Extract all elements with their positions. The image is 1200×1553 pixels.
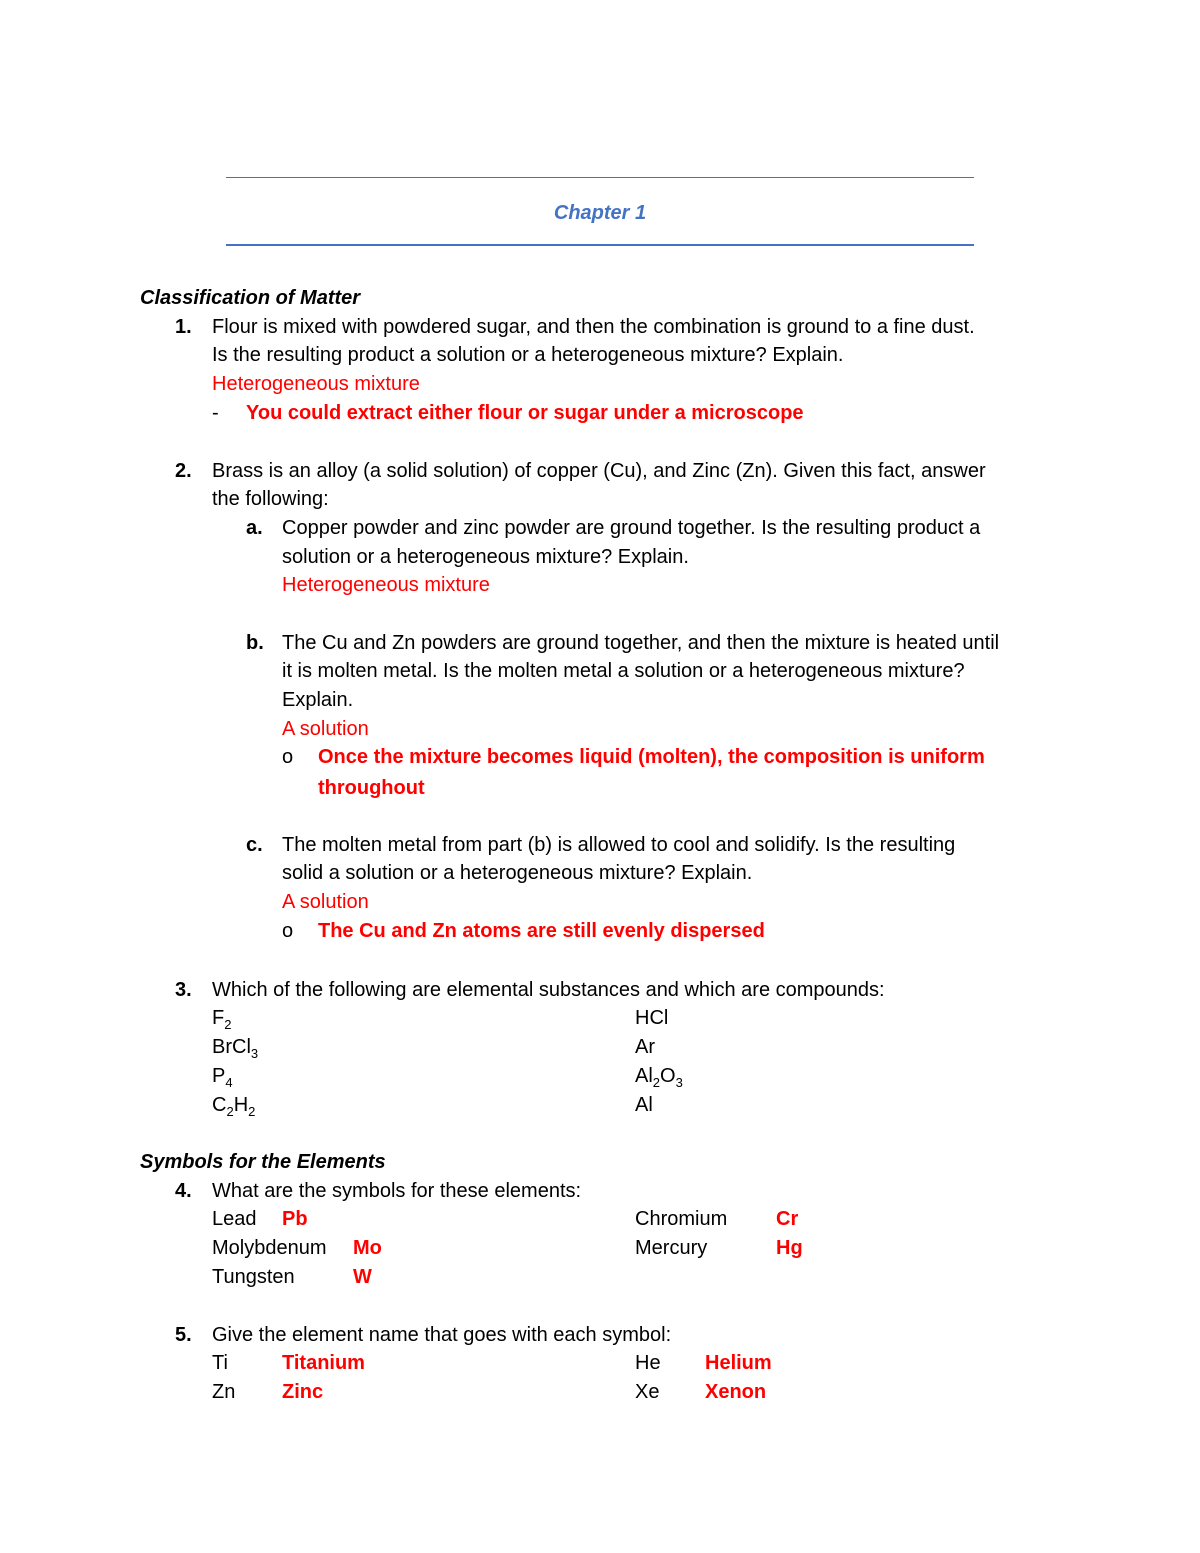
question-number: 2. bbox=[175, 460, 192, 482]
element-symbol-answer: Cr bbox=[776, 1208, 799, 1230]
circle-bullet: o bbox=[282, 746, 294, 768]
formula-p4: $P_4$ bbox=[212, 1065, 233, 1090]
element-name: Mercury bbox=[635, 1237, 708, 1259]
element-name: Chromium bbox=[635, 1208, 728, 1230]
element-symbol: He bbox=[635, 1352, 661, 1374]
element-name-answer: Xenon bbox=[705, 1381, 767, 1403]
question-1-line-1: Flour is mixed with powdered sugar, and then the combination is ground to a fine dust. bbox=[212, 316, 975, 338]
element-name-answer: Zinc bbox=[282, 1381, 324, 1403]
element-symbol-answer: Pb bbox=[282, 1208, 308, 1230]
element-name: Lead bbox=[212, 1208, 257, 1230]
question-2b-line-2: it is molten metal. Is the molten metal a solution or a heterogeneous mixture? bbox=[282, 660, 965, 682]
header-bottom-rule bbox=[226, 244, 974, 246]
answer-2c-detail: The Cu and Zn atoms are still evenly dispersed bbox=[318, 920, 765, 942]
answer-1: Heterogeneous mixture bbox=[212, 373, 420, 395]
formula-ar: Ar bbox=[635, 1036, 655, 1058]
formula-f2: $F_2$ bbox=[212, 1007, 232, 1032]
part-label-a: a. bbox=[246, 517, 263, 539]
dash-bullet: - bbox=[212, 402, 219, 424]
question-number: 5. bbox=[175, 1324, 192, 1346]
question-2b-line-3: Explain. bbox=[282, 689, 354, 711]
question-2b-line-1: The Cu and Zn powders are ground together, and then the mixture is heated until bbox=[282, 632, 1000, 654]
question-5-text: Give the element name that goes with each symbol: bbox=[212, 1324, 672, 1346]
question-2a-line-2: solution or a heterogeneous mixture? Explain. bbox=[282, 546, 689, 568]
formula-c2h2: $C_2H_2$ bbox=[212, 1094, 256, 1119]
element-symbol: Zn bbox=[212, 1381, 236, 1403]
question-number: 3. bbox=[175, 979, 192, 1001]
element-name-answer: Titanium bbox=[282, 1352, 365, 1374]
element-name: Tungsten bbox=[212, 1266, 295, 1288]
question-2a-line-1: Copper powder and zinc powder are ground together. Is the resulting product a bbox=[282, 517, 981, 539]
element-symbol-answer: Hg bbox=[776, 1237, 803, 1259]
question-4-text: What are the symbols for these elements: bbox=[212, 1180, 582, 1202]
answer-2c: A solution bbox=[282, 891, 369, 913]
question-2-line-1: Brass is an alloy (a solid solution) of copper (Cu), and Zinc (Zn). Given this fact, answer bbox=[212, 460, 986, 482]
element-symbol-answer: Mo bbox=[353, 1237, 382, 1259]
formula-hcl: HCl bbox=[635, 1007, 669, 1029]
question-1-line-2: Is the resulting product a solution or a heterogeneous mixture? Explain. bbox=[212, 344, 844, 366]
circle-bullet: o bbox=[282, 920, 294, 942]
question-number: 1. bbox=[175, 316, 192, 338]
question-2-line-2: the following: bbox=[212, 488, 329, 510]
formula-al: Al bbox=[635, 1094, 653, 1116]
answer-1-detail: You could extract either flour or sugar under a microscope bbox=[246, 402, 804, 424]
section-heading-classification: Classification of Matter bbox=[140, 287, 361, 309]
formula-brcl3: BrCl$_3$ bbox=[212, 1036, 259, 1061]
question-2c-line-1: The molten metal from part (b) is allowed to cool and solidify. Is the resulting bbox=[282, 834, 956, 856]
section-heading-symbols: Symbols for the Elements bbox=[140, 1151, 386, 1173]
question-3-text: Which of the following are elemental substances and which are compounds: bbox=[212, 979, 885, 1001]
answer-2b-detail-2: throughout bbox=[318, 777, 425, 799]
part-label-c: c. bbox=[246, 834, 263, 856]
answer-2a: Heterogeneous mixture bbox=[282, 574, 490, 596]
header-top-rule bbox=[226, 177, 974, 178]
question-number: 4. bbox=[175, 1180, 192, 1202]
element-name-answer: Helium bbox=[705, 1352, 772, 1374]
element-symbol: Xe bbox=[635, 1381, 660, 1403]
question-2c-line-2: solid a solution or a heterogeneous mixture? Explain. bbox=[282, 862, 753, 884]
answer-2b: A solution bbox=[282, 718, 369, 740]
element-name: Molybdenum bbox=[212, 1237, 327, 1259]
element-symbol: Ti bbox=[212, 1352, 228, 1374]
formula-al2o3: $Al_2O_3$ bbox=[635, 1065, 683, 1090]
page-title: Chapter 1 bbox=[553, 202, 647, 224]
part-label-b: b. bbox=[246, 632, 264, 654]
answer-2b-detail-1: Once the mixture becomes liquid (molten), the composition is uniform bbox=[318, 746, 985, 768]
element-symbol-answer: W bbox=[353, 1266, 372, 1288]
